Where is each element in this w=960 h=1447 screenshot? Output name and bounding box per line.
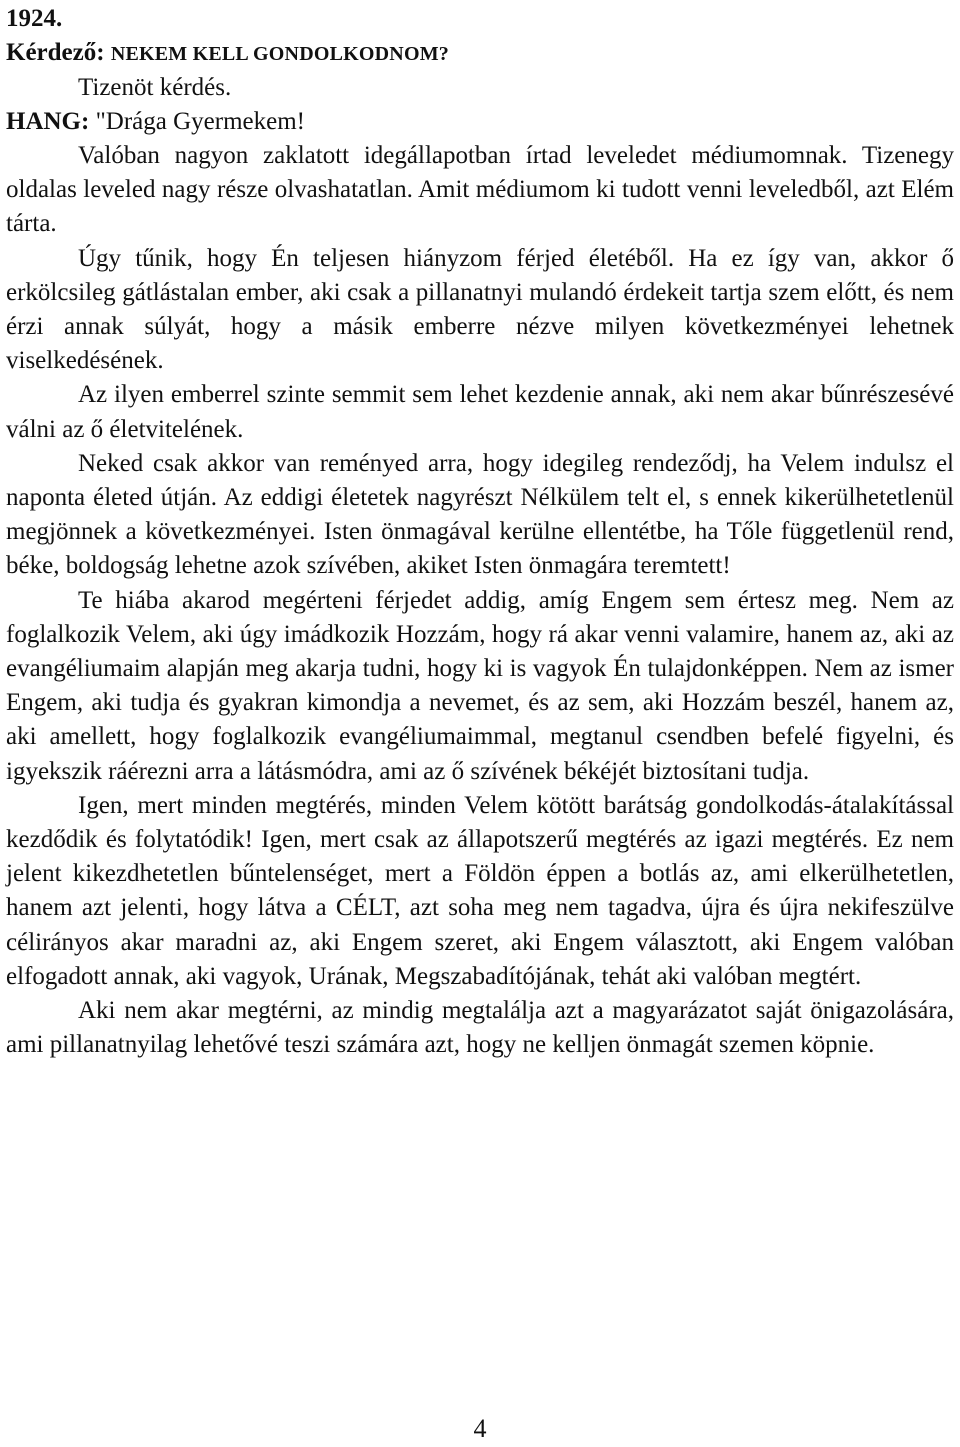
asker-label: Kérdező: (6, 39, 105, 66)
document-page (6, 2, 954, 1062)
year-heading: 1924. (6, 5, 63, 32)
paragraph-1: Valóban nagyon zaklatott idegállapotban írtad leveledet médiumomnak. Tizenegy oldalas leveled nagy része olvashatatlan. Amit médiumom ki tudott venni leveledből, azt Elém tárta. (6, 142, 954, 238)
page-number: 4 (473, 1414, 487, 1443)
asker-question: NEKEM KELL GONDOLKODNOM? (110, 43, 449, 65)
hang-label: HANG: (6, 108, 90, 135)
hang-line (6, 105, 954, 139)
paragraph-4: Neked csak akkor van reményed arra, hogy idegileg rendeződj, ha Velem indulsz el naponta életed útján. Az eddigi életetek nagyrészt Nélkülem telt el, s ennek kikerülhetetlenül megjönnek a következményei. Isten önmagával kerülne ellentétbe, ha Tőle függetlenül rend, béke, boldogság lehetne azok szívében, akiket Isten önmagára teremtett! (6, 449, 954, 580)
paragraph-6: Igen, mert minden megtérés, minden Velem kötött barátság gondolkodás-átalakítással kezdődik és folytatódik! Igen, mert csak az állapotszerű megtérés az igazi megtérés. Ez nem jelent kikezdhetetlen bűntelenséget, mert a Földön éppen a botlás az, ami elkerülhetetlen, hanem azt jelenti, hogy látva a CÉLT, azt soha meg nem tagadva, újra és újra nekifeszülve célirányos akar maradni az, aki Engem szeret, aki Engem választott, aki Engem valóban elfogadott annak, aki vagyok, Urának, Megszabadítójának, tehát aki valóban megtért. (6, 791, 954, 990)
hang-greeting: "Drága Gyermekem! (95, 108, 305, 135)
asker-line (6, 36, 954, 71)
paragraph-7: Aki nem akar megtérni, az mindig megtalálja azt a magyarázatot saját önigazolására, ami pillanatnyilag lehetővé teszi számára azt, hogy ne kelljen önmagát szemen köpnie. (6, 997, 954, 1059)
subtitle: Tizenöt kérdés. (78, 74, 232, 101)
paragraph-3: Az ilyen emberrel szinte semmit sem lehet kezdenie annak, aki nem akar bűnrészesévé válni az ő életvitelének. (6, 381, 954, 443)
paragraph-5: Te hiába akarod megérteni férjedet addig, amíg Engem sem értesz meg. Nem az foglalkozik Velem, aki úgy imádkozik Hozzám, hogy rá akar venni valamire, hanem az, aki az evangéliumaim alapján meg akarja tudni, hogy ki is vagyok Én tulajdonképpen. Nem az ismer Engem, aki tudja és gyakran kimondja a nevemet, és az sem, aki Hozzám beszél, hanem az, aki amellett, hogy foglalkozik evangéliumaimmal, megtanul csendben befelé figyelni, és igyekszik ráérezni arra a látásmódra, ami az ő szívének békéjét biztosítani tudja. (6, 586, 954, 785)
paragraph-2: Úgy tűnik, hogy Én teljesen hiányzom férjed életéből. Ha ez így van, akkor ő erkölcsileg gátlástalan ember, aki csak a pillanatnyi mulandó érdekeit tartja szem előtt, és nem érzi annak súlyát, hogy a másik emberre nézve milyen következményei lehetnek viselkedésének. (6, 244, 954, 375)
